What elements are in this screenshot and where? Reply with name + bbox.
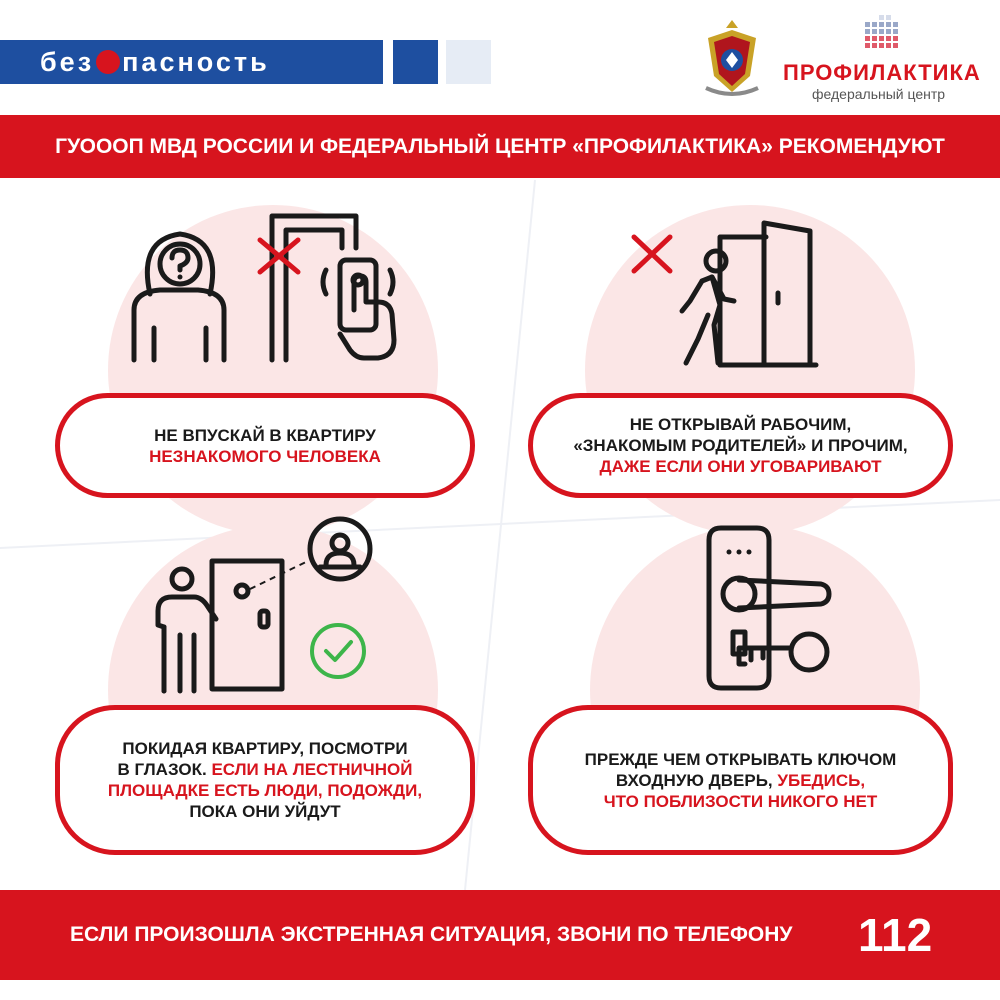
tip2-line3: ДАЖЕ ЕСЛИ ОНИ УГОВАРИВАЮТ — [599, 457, 882, 476]
emergency-number: 112 — [858, 909, 933, 961]
check-icon — [312, 625, 364, 677]
brand-banner-block-light — [446, 40, 491, 84]
tip3-line2 — [118, 759, 413, 780]
tip1-line1: НЕ ВПУСКАЙ В КВАРТИРУ — [154, 425, 376, 445]
tip2-line1: НЕ ОТКРЫВАЙ РАБОЧИМ, — [629, 415, 852, 434]
police-emblem-icon — [700, 16, 764, 100]
tip4-card — [528, 705, 953, 855]
tip4-line2 — [616, 770, 865, 791]
tip4-line3: ЧТО ПОБЛИЗОСТИ НИКОГО НЕТ — [603, 791, 878, 811]
intercom-doorbell-icon — [323, 260, 394, 358]
tip4-line1: ПРЕЖДЕ ЧЕМ ОТКРЫВАТЬ КЛЮЧОМ — [584, 749, 897, 769]
tip3-illustration — [150, 515, 390, 695]
tip3-line3: ПЛОЩАДКЕ ЕСТЬ ЛЮДИ, ПОДОЖДИ, — [107, 781, 423, 800]
tip2-card — [528, 393, 953, 498]
tip3-line2a: В ГЛАЗОК. — [117, 760, 207, 779]
brand-text-part2: пасность — [122, 47, 270, 77]
brand-banner-block — [393, 40, 438, 84]
tip3-line1: ПОКИДАЯ КВАРТИРУ, ПОСМОТРИ — [122, 739, 408, 758]
footer-text: ЕСЛИ ПРОИЗОШЛА ЭКСТРЕННАЯ СИТУАЦИЯ, ЗВОНИ ПО ТЕЛЕФОНУ — [70, 923, 793, 946]
header-title: ГУОООП МВД РОССИИ И ФЕДЕРАЛЬНЫЙ ЦЕНТР «ПРОФИЛАКТИКА» РЕКОМЕНДУЮТ — [55, 135, 945, 158]
tip4-illustration — [695, 520, 840, 695]
walking-man-icon — [682, 251, 734, 363]
key-icon — [739, 634, 827, 670]
profilaktika-title: ПРОФИЛАКТИКА — [783, 60, 981, 85]
tip4-line2a: ВХОДНУЮ ДВЕРЬ, — [615, 770, 773, 790]
hooded-stranger-icon — [134, 234, 224, 360]
tip1-illustration — [120, 210, 420, 370]
tip1-card — [55, 393, 475, 498]
tip1-line2: НЕЗНАКОМОГО ЧЕЛОВЕКА — [149, 446, 381, 466]
door-lock-icon — [709, 528, 829, 688]
brand-logo-text — [40, 40, 270, 84]
open-door-icon — [720, 223, 816, 365]
profilaktika-logo-icon — [863, 14, 903, 54]
cross-icon — [634, 237, 670, 271]
profilaktika-subtitle: федеральный центр — [812, 86, 946, 102]
tip2-illustration — [620, 215, 820, 375]
brand-o-dot — [96, 50, 120, 74]
brand-text-part1: без — [40, 47, 95, 77]
tip4-line2b: УБЕДИСЬ, — [777, 770, 866, 790]
user-camera-icon — [310, 519, 370, 579]
person-at-door-icon — [158, 569, 216, 691]
cross-icon — [260, 240, 298, 272]
tip3-line2b: ЕСЛИ НА ЛЕСТНИЧНОЙ — [211, 760, 413, 779]
tip3-line4: ПОКА ОНИ УЙДУТ — [189, 802, 341, 821]
tip2-line2: «ЗНАКОМЫМ РОДИТЕЛЕЙ» И ПРОЧИМ, — [573, 436, 908, 455]
tip3-card — [55, 705, 475, 855]
door-with-peephole-icon — [212, 561, 282, 689]
